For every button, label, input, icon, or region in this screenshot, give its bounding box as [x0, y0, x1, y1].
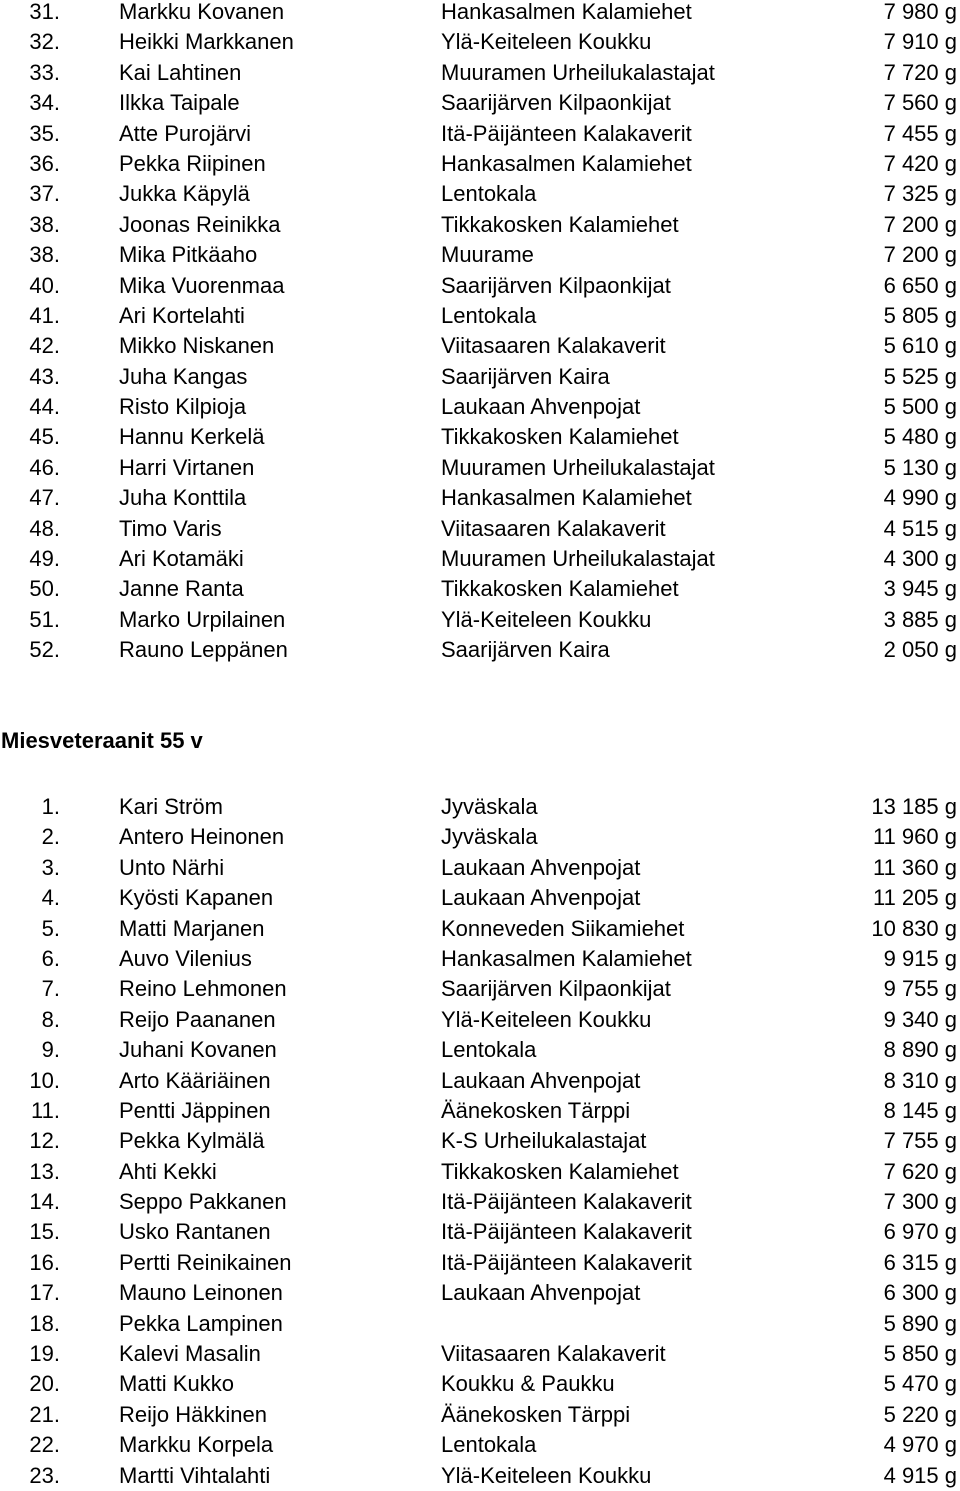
- club-name: Tikkakosken Kalamiehet: [441, 1158, 679, 1184]
- rank-cell: 15.: [29, 1219, 60, 1245]
- catch-weight: 7 300 g: [883, 1189, 957, 1215]
- rank-cell: 42.: [29, 333, 60, 359]
- club-name: K-S Urheilukalastajat: [441, 1128, 647, 1154]
- rank-cell: 47.: [29, 485, 60, 511]
- result-row: [0, 149, 960, 179]
- result-row: [0, 944, 960, 974]
- competitor-name: Pertti Reinikainen: [119, 1249, 292, 1275]
- catch-weight: 5 130 g: [883, 454, 957, 480]
- catch-weight: 11 360 g: [872, 854, 957, 880]
- rank-cell: 4.: [41, 885, 60, 911]
- rank-cell: 3.: [41, 854, 60, 880]
- competitor-name: Seppo Pakkanen: [119, 1189, 287, 1215]
- competitor-name: Pekka Lampinen: [119, 1310, 283, 1336]
- club-name: Tikkakosken Kalamiehet: [441, 211, 679, 237]
- competitor-name: Matti Kukko: [119, 1371, 234, 1397]
- competitor-name: Ahti Kekki: [119, 1158, 217, 1184]
- rank-cell: 8.: [41, 1006, 60, 1032]
- competitor-name: Kari Ström: [119, 794, 223, 819]
- club-name: Itä-Päijänteen Kalakaverit: [441, 1189, 692, 1215]
- club-name: Lentokala: [441, 1432, 537, 1458]
- catch-weight: 5 610 g: [883, 333, 957, 359]
- club-name: Muurame: [441, 242, 534, 268]
- competitor-name: Mika Vuorenmaa: [119, 272, 285, 298]
- catch-weight: 9 915 g: [883, 945, 957, 971]
- competitor-name: Harri Virtanen: [119, 454, 255, 480]
- result-row: [0, 544, 960, 574]
- competitor-name: Juha Kangas: [119, 363, 248, 389]
- rank-cell: 1.: [41, 794, 60, 819]
- catch-weight: 4 915 g: [883, 1462, 957, 1488]
- club-name: Laukaan Ahvenpojat: [441, 1280, 641, 1306]
- club-name: Ylä-Keiteleen Koukku: [441, 1462, 652, 1488]
- catch-weight: 5 890 g: [883, 1310, 957, 1336]
- club-name: Laukaan Ahvenpojat: [441, 885, 641, 911]
- competitor-name: Reijo Paananen: [119, 1006, 276, 1032]
- rank-cell: 5.: [41, 915, 60, 941]
- club-name: Itä-Päijänteen Kalakaverit: [441, 1219, 692, 1245]
- result-row: [0, 974, 960, 1004]
- catch-weight: 9 340 g: [883, 1006, 957, 1032]
- competitor-name: Ari Kortelahti: [119, 302, 245, 328]
- result-row: [0, 301, 960, 331]
- rank-cell: 14.: [29, 1189, 60, 1215]
- competitor-name: Pentti Jäppinen: [119, 1097, 271, 1123]
- result-row: [0, 514, 960, 544]
- rank-cell: 23.: [29, 1462, 60, 1488]
- club-name: Viitasaaren Kalakaverit: [441, 333, 666, 359]
- rank-cell: 12.: [29, 1128, 60, 1154]
- rank-cell: 2.: [41, 824, 60, 850]
- club-name: Muuramen Urheilukalastajat: [441, 454, 715, 480]
- result-row: [0, 27, 960, 57]
- result-row: [0, 883, 960, 913]
- competitor-name: Joonas Reinikka: [119, 211, 281, 237]
- competitor-name: Mikko Niskanen: [119, 333, 275, 359]
- competitor-name: Antero Heinonen: [119, 824, 285, 850]
- result-row: [0, 1430, 960, 1460]
- result-row: [0, 331, 960, 361]
- club-name: Tikkakosken Kalamiehet: [441, 576, 679, 602]
- competitor-name: Matti Marjanen: [119, 915, 265, 941]
- club-name: Itä-Päijänteen Kalakaverit: [441, 1249, 692, 1275]
- club-name: Ylä-Keiteleen Koukku: [441, 29, 652, 55]
- result-row: [0, 1157, 960, 1187]
- competitor-name: Ilkka Taipale: [119, 90, 240, 116]
- result-row: [0, 1400, 960, 1430]
- rank-cell: 31.: [29, 0, 60, 24]
- catch-weight: 4 515 g: [883, 515, 957, 541]
- result-row: [0, 1217, 960, 1247]
- club-name: Muuramen Urheilukalastajat: [441, 59, 715, 85]
- competitor-name: Markku Kovanen: [119, 0, 285, 24]
- catch-weight: 4 300 g: [883, 546, 957, 572]
- rank-cell: 49.: [29, 546, 60, 572]
- catch-weight: 5 525 g: [883, 363, 957, 389]
- rank-cell: 9.: [41, 1037, 60, 1063]
- result-row: [0, 1126, 960, 1156]
- club-name: Koukku & Paukku: [441, 1371, 615, 1397]
- result-row: [0, 422, 960, 452]
- catch-weight: 6 650 g: [883, 272, 957, 298]
- club-name: Saarijärven Kilpaonkijat: [441, 272, 671, 298]
- result-row: [0, 88, 960, 118]
- rank-cell: 35.: [29, 120, 60, 146]
- catch-weight: 4 970 g: [883, 1432, 957, 1458]
- club-name: Muuramen Urheilukalastajat: [441, 546, 715, 572]
- club-name: Saarijärven Kaira: [441, 637, 610, 663]
- club-name: Konneveden Siikamiehet: [441, 915, 685, 941]
- rank-cell: 45.: [29, 424, 60, 450]
- result-row: [0, 635, 960, 665]
- competitor-name: Timo Varis: [119, 515, 222, 541]
- competitor-name: Kalevi Masalin: [119, 1341, 261, 1367]
- competitor-name: Atte Purojärvi: [119, 120, 252, 146]
- catch-weight: 7 755 g: [883, 1128, 957, 1154]
- rank-cell: 17.: [29, 1280, 60, 1306]
- catch-weight: 8 890 g: [883, 1037, 957, 1063]
- rank-cell: 41.: [29, 302, 60, 328]
- rank-cell: 51.: [29, 606, 60, 632]
- result-row: [0, 822, 960, 852]
- club-name: Hankasalmen Kalamiehet: [441, 0, 692, 24]
- rank-cell: 22.: [29, 1432, 60, 1458]
- competitor-name: Kai Lahtinen: [119, 59, 242, 85]
- competitor-name: Heikki Markkanen: [119, 29, 294, 55]
- catch-weight: 8 145 g: [883, 1097, 957, 1123]
- competitor-name: Reijo Häkkinen: [119, 1401, 267, 1427]
- competitor-name: Kyösti Kapanen: [119, 885, 274, 911]
- rank-cell: 13.: [29, 1158, 60, 1184]
- club-name: Äänekosken Tärppi: [441, 1097, 631, 1123]
- competitor-name: Pekka Riipinen: [119, 150, 266, 176]
- rank-cell: 16.: [29, 1249, 60, 1275]
- rank-cell: 21.: [29, 1401, 60, 1427]
- competitor-name: Martti Vihtalahti: [119, 1462, 271, 1488]
- catch-weight: 7 980 g: [883, 0, 957, 24]
- result-row: [0, 392, 960, 422]
- result-row: [0, 58, 960, 88]
- result-row: [0, 1248, 960, 1278]
- club-name: Ylä-Keiteleen Koukku: [441, 606, 652, 632]
- result-row: [0, 1035, 960, 1065]
- club-name: Viitasaaren Kalakaverit: [441, 515, 666, 541]
- catch-weight: 7 560 g: [883, 90, 957, 116]
- competitor-name: Ari Kotamäki: [119, 546, 244, 572]
- rank-cell: 10.: [29, 1067, 60, 1093]
- result-row: [0, 240, 960, 270]
- catch-weight: 3 945 g: [883, 576, 957, 602]
- club-name: Lentokala: [441, 181, 537, 207]
- catch-weight: 5 480 g: [883, 424, 957, 450]
- rank-cell: 11.: [31, 1097, 60, 1123]
- results-list-veterans-55: [0, 792, 960, 1491]
- result-row: [0, 853, 960, 883]
- catch-weight: 11 960 g: [872, 824, 957, 850]
- rank-cell: 46.: [29, 454, 60, 480]
- result-row: [0, 1096, 960, 1126]
- rank-cell: 20.: [29, 1371, 60, 1397]
- competitor-name: Risto Kilpioja: [119, 394, 247, 420]
- result-row: [0, 362, 960, 392]
- club-name: Jyväskala: [441, 824, 538, 850]
- catch-weight: 5 805 g: [883, 302, 957, 328]
- catch-weight: 9 755 g: [883, 976, 957, 1002]
- catch-weight: 7 200 g: [883, 242, 957, 268]
- catch-weight: 7 620 g: [883, 1158, 957, 1184]
- rank-cell: 33.: [29, 59, 60, 85]
- result-row: [0, 0, 960, 27]
- competitor-name: Hannu Kerkelä: [119, 424, 265, 450]
- result-row: [0, 119, 960, 149]
- catch-weight: 8 310 g: [883, 1067, 957, 1093]
- rank-cell: 19.: [29, 1341, 60, 1367]
- catch-weight: 5 850 g: [883, 1341, 957, 1367]
- result-row: [0, 483, 960, 513]
- rank-cell: 37.: [29, 181, 60, 207]
- competitor-name: Markku Korpela: [119, 1432, 274, 1458]
- rank-cell: 38.: [29, 242, 60, 268]
- rank-cell: 52.: [29, 637, 60, 663]
- competitor-name: Reino Lehmonen: [119, 976, 287, 1002]
- result-row: [0, 605, 960, 635]
- result-row: [0, 1339, 960, 1369]
- rank-cell: 7.: [41, 976, 60, 1002]
- rank-cell: 44.: [29, 394, 60, 420]
- rank-cell: 48.: [29, 515, 60, 541]
- club-name: Hankasalmen Kalamiehet: [441, 485, 692, 511]
- competitor-name: Marko Urpilainen: [119, 606, 286, 632]
- catch-weight: 5 500 g: [883, 394, 957, 420]
- result-row: [0, 1461, 960, 1491]
- competitor-name: Arto Kääriäinen: [119, 1067, 271, 1093]
- club-name: Viitasaaren Kalakaverit: [441, 1341, 666, 1367]
- club-name: Äänekosken Tärppi: [441, 1401, 631, 1427]
- rank-cell: 38.: [29, 211, 60, 237]
- catch-weight: 6 300 g: [883, 1280, 957, 1306]
- competitor-name: Auvo Vilenius: [119, 945, 252, 971]
- club-name: Lentokala: [441, 1037, 537, 1063]
- rank-cell: 40.: [29, 272, 60, 298]
- catch-weight: 6 315 g: [883, 1249, 957, 1275]
- result-row: [0, 1005, 960, 1035]
- competitor-name: Juha Konttila: [119, 485, 247, 511]
- catch-weight: 5 470 g: [883, 1371, 957, 1397]
- result-row: [0, 210, 960, 240]
- catch-weight: 13 185 g: [871, 794, 957, 819]
- rank-cell: 32.: [29, 29, 60, 55]
- result-row: [0, 1309, 960, 1339]
- result-row: [0, 179, 960, 209]
- catch-weight: 7 420 g: [883, 150, 957, 176]
- result-row: [0, 914, 960, 944]
- catch-weight: 7 720 g: [883, 59, 957, 85]
- rank-cell: 36.: [29, 150, 60, 176]
- results-list-continued: [0, 0, 960, 666]
- club-name: Laukaan Ahvenpojat: [441, 854, 641, 880]
- club-name: Saarijärven Kaira: [441, 363, 610, 389]
- competitor-name: Pekka Kylmälä: [119, 1128, 265, 1154]
- rank-cell: 34.: [29, 90, 60, 116]
- section-heading: Miesveteraanit 55 v: [1, 728, 203, 753]
- competitor-name: Mika Pitkäaho: [119, 242, 258, 268]
- competitor-name: Juhani Kovanen: [119, 1037, 277, 1063]
- result-row: [0, 1278, 960, 1308]
- catch-weight: 5 220 g: [883, 1401, 957, 1427]
- rank-cell: 50.: [29, 576, 60, 602]
- club-name: Hankasalmen Kalamiehet: [441, 945, 692, 971]
- catch-weight: 7 200 g: [883, 211, 957, 237]
- catch-weight: 6 970 g: [883, 1219, 957, 1245]
- club-name: Laukaan Ahvenpojat: [441, 1067, 641, 1093]
- result-row: [0, 1369, 960, 1399]
- result-row: [0, 574, 960, 604]
- result-row: [0, 1066, 960, 1096]
- competitor-name: Mauno Leinonen: [119, 1280, 283, 1306]
- catch-weight: 2 050 g: [883, 637, 957, 663]
- catch-weight: 3 885 g: [883, 606, 957, 632]
- competitor-name: Usko Rantanen: [119, 1219, 271, 1245]
- result-row: [0, 792, 960, 822]
- club-name: Laukaan Ahvenpojat: [441, 394, 641, 420]
- catch-weight: 7 325 g: [883, 181, 957, 207]
- catch-weight: 7 455 g: [883, 120, 957, 146]
- result-row: [0, 453, 960, 483]
- competitor-name: Jukka Käpylä: [119, 181, 250, 207]
- catch-weight: 11 205 g: [872, 885, 957, 911]
- catch-weight: 4 990 g: [883, 485, 957, 511]
- rank-cell: 18.: [29, 1310, 60, 1336]
- rank-cell: 6.: [41, 945, 60, 971]
- competitor-name: Rauno Leppänen: [119, 637, 288, 663]
- catch-weight: 10 830 g: [871, 915, 957, 941]
- result-row: [0, 271, 960, 301]
- club-name: Hankasalmen Kalamiehet: [441, 150, 692, 176]
- club-name: Saarijärven Kilpaonkijat: [441, 90, 671, 116]
- competitor-name: Janne Ranta: [119, 576, 244, 602]
- competitor-name: Unto Närhi: [119, 854, 225, 880]
- club-name: Ylä-Keiteleen Koukku: [441, 1006, 652, 1032]
- club-name: Jyväskala: [441, 794, 538, 819]
- catch-weight: 7 910 g: [883, 29, 957, 55]
- club-name: Saarijärven Kilpaonkijat: [441, 976, 671, 1002]
- rank-cell: 43.: [29, 363, 60, 389]
- club-name: Tikkakosken Kalamiehet: [441, 424, 679, 450]
- club-name: Itä-Päijänteen Kalakaverit: [441, 120, 692, 146]
- club-name: Lentokala: [441, 302, 537, 328]
- result-row: [0, 1187, 960, 1217]
